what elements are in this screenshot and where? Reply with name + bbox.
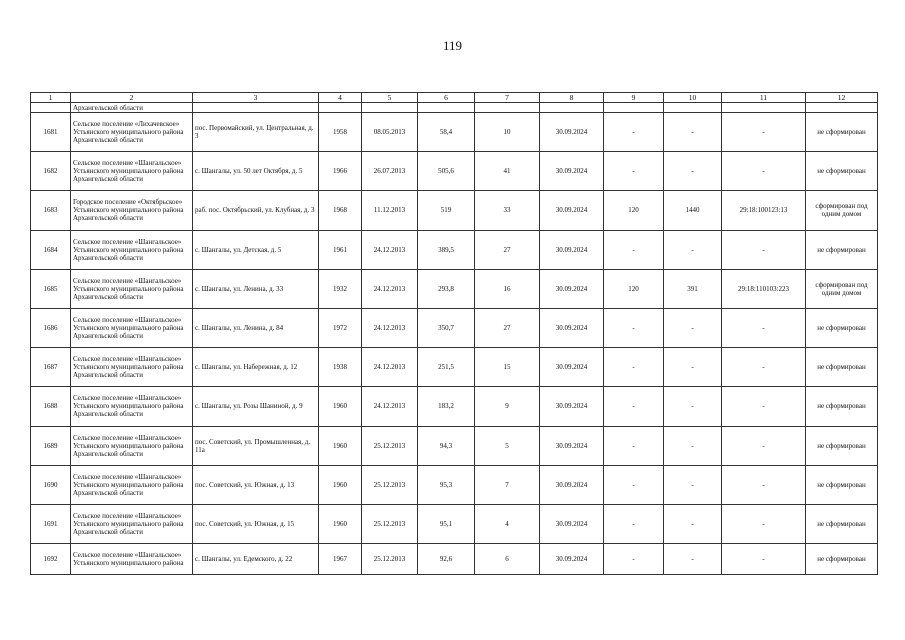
cell-recognition-date: 24.12.2013 (362, 348, 418, 387)
cell-cadastral-number: - (722, 426, 806, 465)
cell-residents: 27 (475, 308, 540, 347)
cell-address: с. Шангалы, ул. Детская, д. 5 (193, 230, 319, 269)
cell-row-number: 1684 (31, 230, 71, 269)
column-header-11: 11 (722, 93, 806, 103)
cell-municipality: Сельское поселение «Шангальское» Устьянского муниципального района Архангельской области (71, 269, 193, 308)
cell-residents: 6 (475, 544, 540, 575)
cell-year-built: 1960 (319, 465, 362, 504)
cell-land-cost: - (664, 308, 722, 347)
column-header-9: 9 (604, 93, 664, 103)
cell-row-number: 1681 (31, 113, 71, 152)
cell-land-status: не сформирован (806, 152, 878, 191)
cell-resettlement-date: 30.09.2024 (540, 504, 604, 543)
cell-resettlement-date: 30.09.2024 (540, 191, 604, 230)
column-header-7: 7 (475, 93, 540, 103)
table-row (31, 544, 878, 575)
cell-cadastral-number: - (722, 465, 806, 504)
cell-land-status: не сформирован (806, 504, 878, 543)
cell-municipality: Сельское поселение «Шангальское» Устьянского муниципального района Архангельской области (71, 230, 193, 269)
continuation-cell-recognition-date (362, 103, 418, 113)
cell-land-status: не сформирован (806, 465, 878, 504)
cell-address: пос. Первомайский, ул. Центральная, д. 3 (193, 113, 319, 152)
cell-residents: 9 (475, 387, 540, 426)
cell-land-area: - (604, 152, 664, 191)
cell-row-number: 1687 (31, 348, 71, 387)
cell-year-built: 1967 (319, 544, 362, 575)
cell-municipality: Сельское поселение «Шангальское» Устьянского муниципального района Архангельской области (71, 387, 193, 426)
cell-land-cost: - (664, 426, 722, 465)
cell-land-status: не сформирован (806, 230, 878, 269)
cell-residents: 41 (475, 152, 540, 191)
cell-land-cost: - (664, 113, 722, 152)
continuation-row (31, 103, 878, 113)
cell-area: 183,2 (418, 387, 475, 426)
cell-row-number: 1688 (31, 387, 71, 426)
cell-recognition-date: 24.12.2013 (362, 387, 418, 426)
column-header-1: 1 (31, 93, 71, 103)
cell-resettlement-date: 30.09.2024 (540, 230, 604, 269)
cell-address: с. Шангалы, ул. Едемского, д. 22 (193, 544, 319, 575)
cell-row-number: 1682 (31, 152, 71, 191)
cell-land-cost: 1440 (664, 191, 722, 230)
cell-cadastral-number: - (722, 504, 806, 543)
cell-area: 95,1 (418, 504, 475, 543)
cell-year-built: 1960 (319, 504, 362, 543)
column-header-4: 4 (319, 93, 362, 103)
column-header-10: 10 (664, 93, 722, 103)
cell-land-cost: - (664, 465, 722, 504)
cell-recognition-date: 24.12.2013 (362, 308, 418, 347)
cell-land-cost: - (664, 230, 722, 269)
cell-recognition-date: 26.07.2013 (362, 152, 418, 191)
column-header-5: 5 (362, 93, 418, 103)
continuation-cell-year-built (319, 103, 362, 113)
cell-land-area: - (604, 544, 664, 575)
table-row (31, 465, 878, 504)
cell-municipality: Сельское поселение «Шангальское» Устьянского муниципального района Архангельской области (71, 308, 193, 347)
cell-address: с. Шангалы, ул. Ленина, д. 33 (193, 269, 319, 308)
continuation-cell-address (193, 103, 319, 113)
cell-land-area: - (604, 504, 664, 543)
cell-address: пос. Советский, ул. Промышленная, д. 11а (193, 426, 319, 465)
cell-cadastral-number: - (722, 113, 806, 152)
cell-municipality: Сельское поселение «Шангальское» Устьянского муниципального района Архангельской области (71, 348, 193, 387)
cell-resettlement-date: 30.09.2024 (540, 544, 604, 575)
cell-cadastral-number: - (722, 230, 806, 269)
continuation-cell-municipality: Архангельской области (71, 103, 193, 113)
cell-row-number: 1686 (31, 308, 71, 347)
table-row (31, 230, 878, 269)
cell-residents: 16 (475, 269, 540, 308)
cell-address: пос. Советский, ул. Южная, д. 13 (193, 465, 319, 504)
cell-land-area: - (604, 426, 664, 465)
cell-area: 505,6 (418, 152, 475, 191)
cell-year-built: 1960 (319, 387, 362, 426)
table-row (31, 152, 878, 191)
cell-row-number: 1691 (31, 504, 71, 543)
cell-residents: 27 (475, 230, 540, 269)
cell-land-cost: - (664, 387, 722, 426)
column-header-2: 2 (71, 93, 193, 103)
cell-land-status: сформирован под одним домом (806, 191, 878, 230)
cell-address: с. Шангалы, ул. Ленина, д. 84 (193, 308, 319, 347)
table-row (31, 387, 878, 426)
cell-land-area: - (604, 308, 664, 347)
cell-land-cost: - (664, 544, 722, 575)
continuation-cell-land-status (806, 103, 878, 113)
cell-municipality: Сельское поселение «Шангальское» Устьянского муниципального района Архангельской области (71, 465, 193, 504)
cell-cadastral-number: 29:18:100123:13 (722, 191, 806, 230)
cell-municipality: Сельское поселение «Шангальское» Устьянского муниципального района Архангельской области (71, 504, 193, 543)
cell-cadastral-number: 29:18:110103:223 (722, 269, 806, 308)
table-header-row (31, 93, 878, 103)
cell-resettlement-date: 30.09.2024 (540, 269, 604, 308)
cell-municipality: Сельское поселение «Шангальское» Устьянского муниципального района Архангельской области (71, 152, 193, 191)
table-row (31, 191, 878, 230)
cell-recognition-date: 11.12.2013 (362, 191, 418, 230)
cell-area: 95,3 (418, 465, 475, 504)
cell-cadastral-number: - (722, 544, 806, 575)
cell-land-cost: - (664, 348, 722, 387)
cell-cadastral-number: - (722, 387, 806, 426)
cell-recognition-date: 25.12.2013 (362, 504, 418, 543)
cell-recognition-date: 08.05.2013 (362, 113, 418, 152)
cell-resettlement-date: 30.09.2024 (540, 113, 604, 152)
cell-area: 519 (418, 191, 475, 230)
continuation-cell-land-cost (664, 103, 722, 113)
cell-municipality: Городское поселение «Октябрьское» Устьянского муниципального района Архангельской области (71, 191, 193, 230)
cell-municipality: Сельское поселение «Шангальское» Устьянского муниципального района Архангельской области (71, 426, 193, 465)
cell-land-area: - (604, 230, 664, 269)
continuation-cell-area (418, 103, 475, 113)
column-header-3: 3 (193, 93, 319, 103)
cell-land-status: сформирован под одним домом (806, 269, 878, 308)
cell-land-status: не сформирован (806, 387, 878, 426)
cell-area: 94,3 (418, 426, 475, 465)
cell-address: пос. Советский, ул. Южная, д. 15 (193, 504, 319, 543)
cell-land-area: 120 (604, 269, 664, 308)
cell-year-built: 1932 (319, 269, 362, 308)
cell-address: раб. пос. Октябрьский, ул. Клубная, д. 3 (193, 191, 319, 230)
cell-land-area: - (604, 465, 664, 504)
cell-resettlement-date: 30.09.2024 (540, 426, 604, 465)
table-row (31, 426, 878, 465)
cell-resettlement-date: 30.09.2024 (540, 465, 604, 504)
cell-residents: 15 (475, 348, 540, 387)
table-row (31, 113, 878, 152)
continuation-cell-row-number (31, 103, 71, 113)
continuation-cell-residents (475, 103, 540, 113)
cell-address: с. Шангалы, ул. Набережная, д. 12 (193, 348, 319, 387)
cell-cadastral-number: - (722, 308, 806, 347)
cell-area: 293,8 (418, 269, 475, 308)
cell-area: 389,5 (418, 230, 475, 269)
table-row (31, 504, 878, 543)
cell-recognition-date: 25.12.2013 (362, 544, 418, 575)
cell-year-built: 1938 (319, 348, 362, 387)
cell-residents: 5 (475, 426, 540, 465)
table-body (31, 93, 878, 575)
cell-recognition-date: 25.12.2013 (362, 465, 418, 504)
cell-row-number: 1689 (31, 426, 71, 465)
cell-year-built: 1968 (319, 191, 362, 230)
cell-year-built: 1960 (319, 426, 362, 465)
cell-land-status: не сформирован (806, 348, 878, 387)
continuation-cell-cadastral-number (722, 103, 806, 113)
cell-resettlement-date: 30.09.2024 (540, 348, 604, 387)
cell-land-status: не сформирован (806, 544, 878, 575)
column-header-8: 8 (540, 93, 604, 103)
cell-address: с. Шангалы, ул. 50 лет Октября, д. 5 (193, 152, 319, 191)
cell-residents: 33 (475, 191, 540, 230)
cell-land-area: - (604, 113, 664, 152)
cell-municipality: Сельское поселение «Шангальское» Устьянского муниципального района (71, 544, 193, 575)
cell-row-number: 1683 (31, 191, 71, 230)
cell-year-built: 1966 (319, 152, 362, 191)
cell-recognition-date: 24.12.2013 (362, 269, 418, 308)
cell-year-built: 1958 (319, 113, 362, 152)
cell-area: 58,4 (418, 113, 475, 152)
cell-area: 350,7 (418, 308, 475, 347)
column-header-12: 12 (806, 93, 878, 103)
cell-resettlement-date: 30.09.2024 (540, 387, 604, 426)
cell-year-built: 1972 (319, 308, 362, 347)
cell-land-area: - (604, 387, 664, 426)
cell-year-built: 1961 (319, 230, 362, 269)
cell-land-cost: 391 (664, 269, 722, 308)
cell-municipality: Сельское поселение «Лихачевское» Устьянского муниципального района Архангельской области (71, 113, 193, 152)
cell-area: 92,6 (418, 544, 475, 575)
cell-recognition-date: 25.12.2013 (362, 426, 418, 465)
continuation-cell-land-area (604, 103, 664, 113)
cell-resettlement-date: 30.09.2024 (540, 152, 604, 191)
cell-land-status: не сформирован (806, 113, 878, 152)
cell-land-cost: - (664, 152, 722, 191)
cell-recognition-date: 24.12.2013 (362, 230, 418, 269)
cell-area: 251,5 (418, 348, 475, 387)
cell-resettlement-date: 30.09.2024 (540, 308, 604, 347)
continuation-cell-resettlement-date (540, 103, 604, 113)
cell-land-area: - (604, 348, 664, 387)
cell-residents: 10 (475, 113, 540, 152)
cell-land-status: не сформирован (806, 308, 878, 347)
cell-residents: 4 (475, 504, 540, 543)
page-number: 119 (442, 38, 463, 53)
cell-cadastral-number: - (722, 348, 806, 387)
table-row (31, 269, 878, 308)
cell-cadastral-number: - (722, 152, 806, 191)
cell-land-cost: - (664, 504, 722, 543)
table-row (31, 348, 878, 387)
cell-land-status: не сформирован (806, 426, 878, 465)
cell-address: с. Шангалы, ул. Розы Шаниной, д. 9 (193, 387, 319, 426)
housing-registry-table (30, 92, 878, 575)
cell-row-number: 1690 (31, 465, 71, 504)
cell-row-number: 1692 (31, 544, 71, 575)
cell-residents: 7 (475, 465, 540, 504)
table-row (31, 308, 878, 347)
cell-land-area: 120 (604, 191, 664, 230)
cell-row-number: 1685 (31, 269, 71, 308)
column-header-6: 6 (418, 93, 475, 103)
